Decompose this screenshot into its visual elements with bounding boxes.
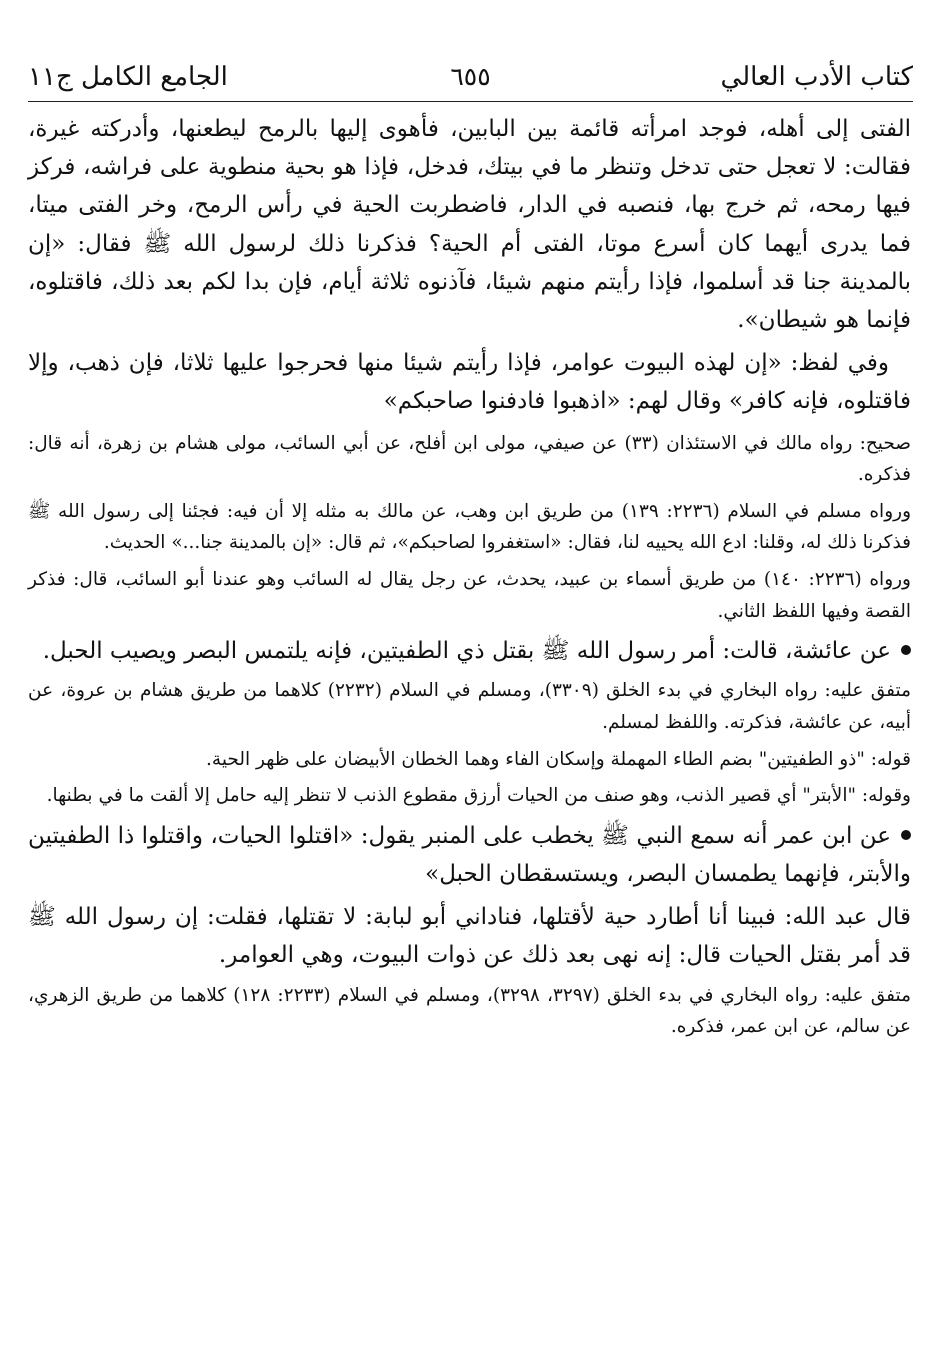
takhrij-note: صحيح: رواه مالك في الاستئذان (٣٣) عن صيفي، مولى ابن أفلح، عن أبي السائب، مولى هشام بن زهرة، أنه قال: فذكره. [28, 432, 911, 486]
explanation-note: قوله: "ذو الطفيتين" بضم الطاء المهملة وإسكان الفاء وهما الخطان الأبيضان على ظهر الحية. [206, 748, 911, 770]
series-title: الجامع الكامل ج١١ [28, 62, 228, 92]
page-header [28, 52, 913, 102]
hadith-text: عن عائشة، قالت: أمر رسول الله ﷺ بقتل ذي الطفيتين، فإنه يلتمس البصر ويصيب الحبل. [42, 638, 891, 665]
bullet-icon [901, 830, 911, 840]
page-body [28, 110, 911, 1043]
hadith-bullet [28, 632, 911, 670]
page-number: ٦٥٥ [450, 62, 491, 91]
hadith-text: قال عبد الله: فبينا أنا أطارد حية لأقتلها، فناداني أبو لبابة: لا تقتلها، فقلت: إن رسول الله ﷺ قد أمر بقتل الحيات قال: إنه نهى بعد ذلك عن ذوات البيوت، وهي العوامر. [28, 904, 911, 969]
book-title: كتاب الأدب العالي [720, 62, 913, 92]
bullet-icon [901, 645, 911, 655]
takhrij-note: متفق عليه: رواه البخاري في بدء الخلق (٣٢٩٧، ٣٢٩٨)، ومسلم في السلام (٢٢٣٣: ١٢٨) كلاهما من طريق الزهري، عن سالم، عن ابن عمر، فذكره. [28, 984, 911, 1038]
takhrij-note: ورواه مسلم في السلام (٢٢٣٦: ١٣٩) من طريق ابن وهب، عن مالك به مثله إلا أن فيه: فجئنا إلى رسول الله ﷺ فذكرنا ذلك له، وقلنا: ادع الله يحييه لنا، فقال: «استغفروا لصاحبكم»، ثم قال: «إن بالمدينة جنا...» الحديث. [28, 500, 911, 554]
hadith-variant-text: وفي لفظ: «إن لهذه البيوت عوامر، فإذا رأيتم شيئا منها فحرجوا عليها ثلاثا، فإن ذهب، وإلا فاقتلوه، فإنه كافر» وقال لهم: «اذهبوا فادفنوا صاحبكم» [28, 350, 911, 415]
takhrij-note: ورواه (٢٢٣٦: ١٤٠) من طريق أسماء بن عبيد، يحدث، عن رجل يقال له السائب وهو عندنا أبو السائب، قال: فذكر القصة وفيها اللفظ الثاني. [28, 569, 911, 622]
hadith-bullet [28, 817, 911, 893]
explanation-note: وقوله: "الأبتر" أي قصير الذنب، وهو صنف من الحيات أرزق مقطوع الذنب لا تنظر إليه حامل إلا ألقت ما في بطنها. [46, 785, 911, 807]
hadith-text: عن ابن عمر أنه سمع النبي ﷺ يخطب على المنبر يقول: «اقتلوا الحيات، واقتلوا ذا الطفيتين والأبتر، فإنهما يطمسان البصر، ويستسقطان الحبل» [28, 822, 911, 887]
takhrij-note: متفق عليه: رواه البخاري في بدء الخلق (٣٣٠٩)، ومسلم في السلام (٢٢٣٢) كلاهما من طريق هشام بن عروة، عن أبيه، عن عائشة، فذكرته. واللفظ لمسلم. [28, 680, 911, 733]
hadith-text: الفتى إلى أهله، فوجد امرأته قائمة بين البابين، فأهوى إليها بالرمح ليطعنها، وأدركته غيرة، فقالت: لا تعجل حتى تدخل وتنظر ما في بيتك، فدخل، فإذا هو بحية منطوية على فراشه، فركز فيها رمحه، ثم خرج بها، فنصبه في الدار، فاضطربت الحية في رأس الرمح، وخر الفتى ميتا، فما يدرى أيهما كان أسرع موتا، الفتى أم الحية؟ فذكرنا ذلك لرسول الله ﷺ فقال: «إن بالمدينة جنا قد أسلموا، فإذا رأيتم منهم شيئا، فآذنوه ثلاثة أيام، فإن بدا لكم بعد ذلك، فاقتلوه، فإنما هو شيطان». [28, 116, 911, 334]
header-divider [28, 101, 913, 102]
